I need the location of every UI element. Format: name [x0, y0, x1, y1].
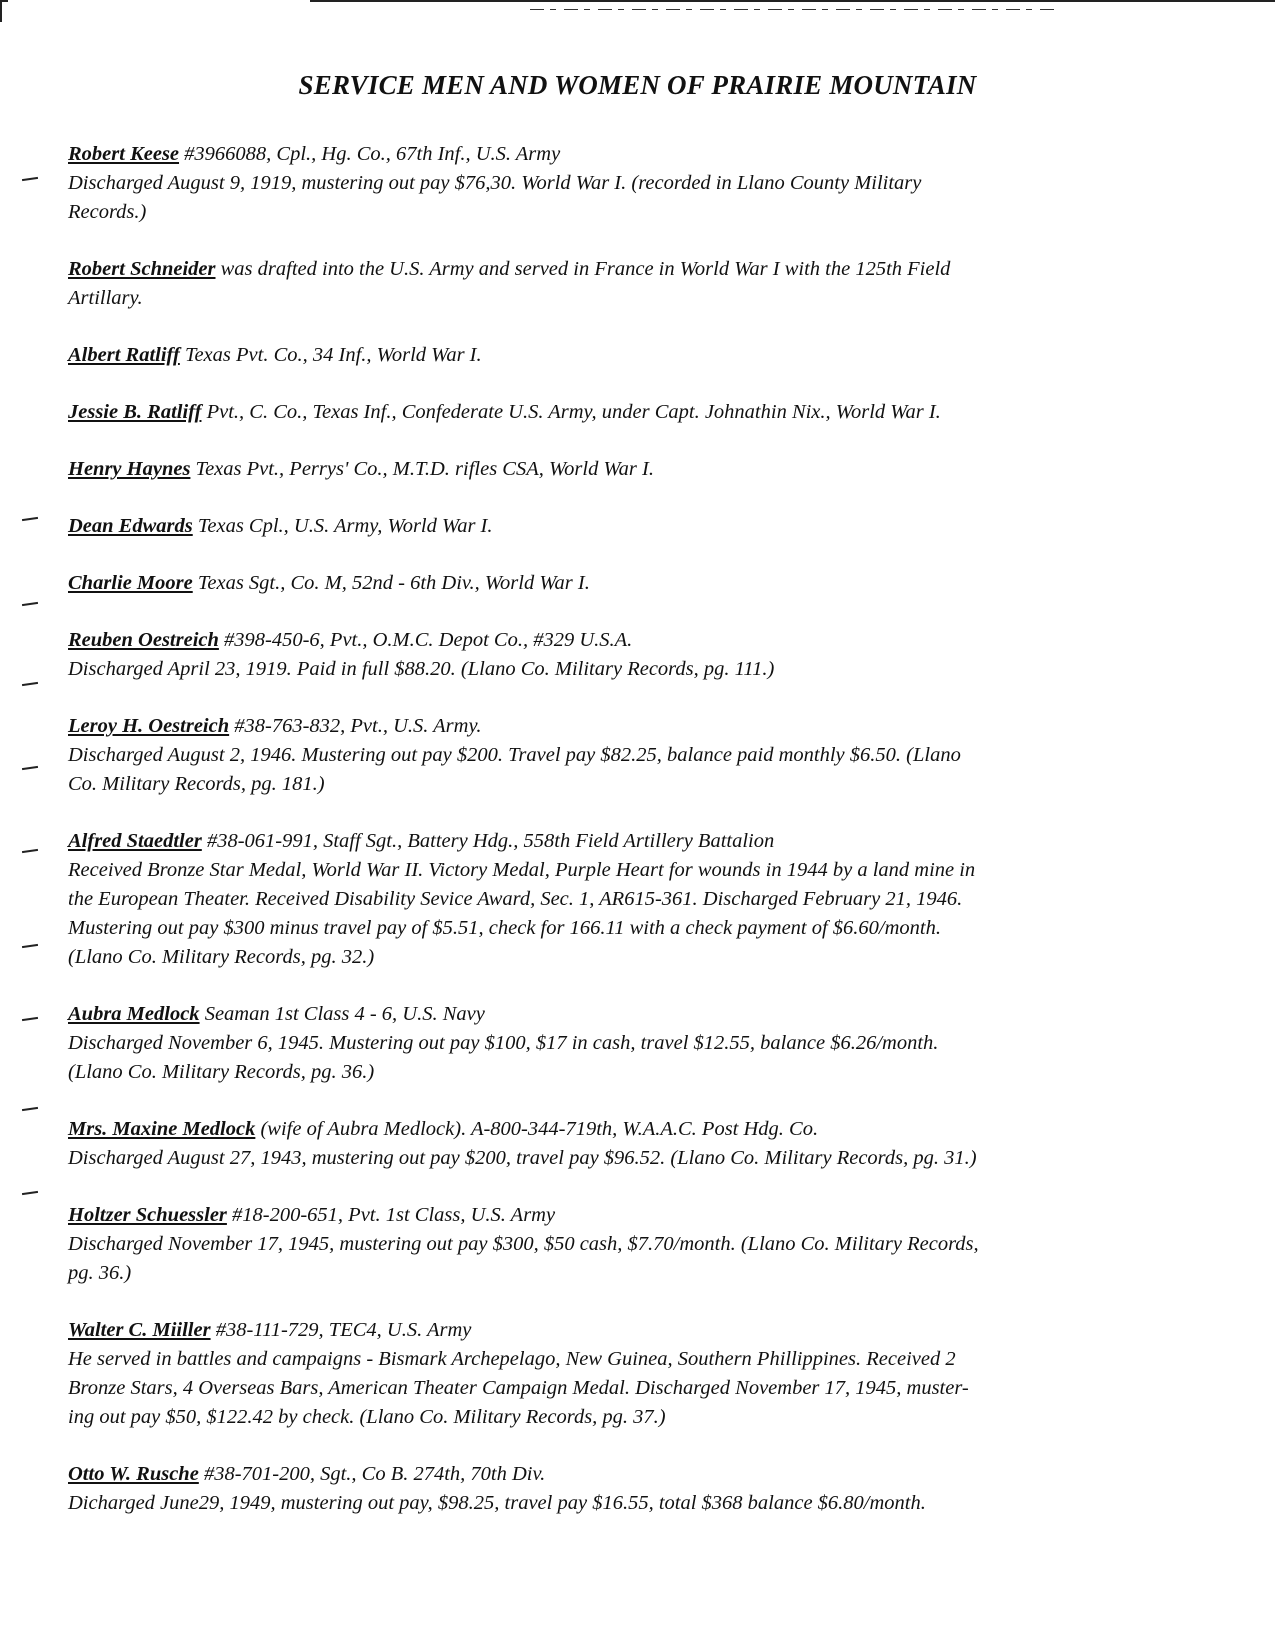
service-record-entry [68, 341, 1198, 370]
service-detail-line: the European Theater. Received Disability Sevice Award, Sec. 1, AR615-361. Discharged February 21, 1946. [68, 888, 963, 910]
service-records-list [68, 140, 1198, 1546]
service-record-entry [68, 626, 1198, 684]
service-detail-line: Mustering out pay $300 minus travel pay of $5.51, check for 166.11 with a check payment of $6.60/month. [68, 917, 942, 939]
service-details: was drafted into the U.S. Army and served in France in World War I with the 125th Field [220, 258, 951, 280]
service-details: Texas Sgt., Co. M, 52nd - 6th Div., World War I. [197, 572, 590, 594]
service-member-name: Charlie Moore [68, 572, 193, 594]
entry-heading-line [68, 827, 1198, 856]
service-member-name: Walter C. Miiller [68, 1319, 211, 1341]
margin-bracket-mark [0, 0, 8, 22]
service-details: #38-111-729, TEC4, U.S. Army [215, 1319, 472, 1341]
entry-heading-line [68, 398, 1198, 427]
service-details: Seaman 1st Class 4 - 6, U.S. Navy [204, 1003, 485, 1025]
service-record-entry [68, 455, 1198, 484]
service-details: #38-061-991, Staff Sgt., Battery Hdg., 558th Field Artillery Battalion [206, 830, 775, 852]
service-detail-line: Records.) [68, 201, 147, 223]
margin-tick-mark [22, 177, 38, 181]
service-detail-line: Received Bronze Star Medal, World War II. Victory Medal, Purple Heart for wounds in 1944 by a land mine in [68, 859, 976, 881]
service-detail-line: Discharged November 17, 1945, mustering out pay $300, $50 cash, $7.70/month. (Llano Co. Military Records, [68, 1233, 979, 1255]
page-title: SERVICE MEN AND WOMEN OF PRAIRIE MOUNTAIN [298, 70, 977, 100]
service-details: #38-701-200, Sgt., Co B. 274th, 70th Div. [203, 1463, 546, 1485]
service-member-name: Jessie B. Ratliff [68, 401, 202, 423]
service-record-entry [68, 1460, 1198, 1518]
service-record-entry [68, 512, 1198, 541]
service-record-entry [68, 398, 1198, 427]
service-detail-line: Discharged April 23, 1919. Paid in full $88.20. (Llano Co. Military Records, pg. 111.) [68, 658, 775, 680]
service-details: Texas Pvt., Perrys' Co., M.T.D. rifles CSA, World War I. [195, 458, 654, 480]
service-record-entry [68, 1316, 1198, 1432]
service-record-entry [68, 827, 1198, 972]
service-detail-line: Dicharged June29, 1949, mustering out pay, $98.25, travel pay $16.55, total $368 balance $6.80/month. [68, 1492, 926, 1514]
entry-heading-line [68, 255, 1198, 284]
service-detail-line: (Llano Co. Military Records, pg. 36.) [68, 1061, 375, 1083]
entry-heading-line [68, 1115, 1198, 1144]
scan-dash-artifact [530, 9, 1060, 10]
service-member-name: Holtzer Schuessler [68, 1204, 227, 1226]
entry-heading-line [68, 512, 1198, 541]
margin-tick-mark [22, 849, 38, 853]
service-detail-line: Discharged November 6, 1945. Mustering out pay $100, $17 in cash, travel $12.55, balance $6.26/month. [68, 1032, 939, 1054]
entry-heading-line [68, 140, 1198, 169]
service-detail-line: Co. Military Records, pg. 181.) [68, 773, 325, 795]
service-member-name: Robert Keese [68, 143, 180, 165]
margin-tick-mark [22, 517, 38, 521]
service-member-name: Mrs. Maxine Medlock [68, 1118, 256, 1140]
entry-heading-line [68, 712, 1198, 741]
service-detail-line: He served in battles and campaigns - Bismark Archepelago, New Guinea, Southern Phillippines. Received 2 [68, 1348, 956, 1370]
service-member-name: Robert Schneider [68, 258, 216, 280]
entry-heading-line [68, 1000, 1198, 1029]
service-detail-line: Discharged August 9, 1919, mustering out pay $76,30. World War I. (recorded in Llano County Military [68, 172, 922, 194]
service-record-entry [68, 569, 1198, 598]
service-record-entry [68, 1000, 1198, 1087]
service-details: #18-200-651, Pvt. 1st Class, U.S. Army [232, 1204, 556, 1226]
scan-edge-line [310, 0, 1275, 2]
service-detail-line: (Llano Co. Military Records, pg. 32.) [68, 946, 375, 968]
service-detail-line: Artillary. [68, 287, 143, 309]
margin-tick-mark [22, 766, 38, 770]
service-member-name: Reuben Oestreich [68, 629, 219, 651]
service-record-entry [68, 255, 1198, 313]
service-detail-line: Discharged August 27, 1943, mustering out pay $200, travel pay $96.52. (Llano Co. Military Records, pg. 31.) [68, 1147, 977, 1169]
service-detail-line: Discharged August 2, 1946. Mustering out pay $200. Travel pay $82.25, balance paid monthly $6.50. (Llano [68, 744, 961, 766]
service-member-name: Aubra Medlock [68, 1003, 200, 1025]
margin-tick-mark [22, 944, 38, 948]
service-details: (wife of Aubra Medlock). A-800-344-719th, W.A.A.C. Post Hdg. Co. [260, 1118, 819, 1140]
entry-heading-line [68, 1201, 1198, 1230]
service-details: Texas Pvt. Co., 34 Inf., World War I. [184, 344, 482, 366]
margin-tick-mark [22, 682, 38, 686]
service-detail-line: ing out pay $50, $122.42 by check. (Llano Co. Military Records, pg. 37.) [68, 1406, 666, 1428]
entry-heading-line [68, 1460, 1198, 1489]
service-details: #3966088, Cpl., Hg. Co., 67th Inf., U.S. Army [184, 143, 561, 165]
margin-tick-mark [22, 1191, 38, 1195]
service-member-name: Leroy H. Oestreich [68, 715, 230, 737]
service-details: #398-450-6, Pvt., O.M.C. Depot Co., #329 U.S.A. [224, 629, 633, 651]
service-record-entry [68, 1201, 1198, 1288]
margin-tick-mark [22, 1017, 38, 1021]
entry-heading-line [68, 341, 1198, 370]
service-member-name: Alfred Staedtler [68, 830, 202, 852]
service-details: Texas Cpl., U.S. Army, World War I. [197, 515, 493, 537]
service-detail-line: Bronze Stars, 4 Overseas Bars, American Theater Campaign Medal. Discharged November 17, 1945, muster- [68, 1377, 969, 1399]
entry-heading-line [68, 569, 1198, 598]
service-record-entry [68, 140, 1198, 227]
service-member-name: Otto W. Rusche [68, 1463, 199, 1485]
service-member-name: Albert Ratliff [68, 344, 180, 366]
margin-tick-mark [22, 602, 38, 606]
service-member-name: Henry Haynes [68, 458, 191, 480]
entry-heading-line [68, 455, 1198, 484]
service-details: Pvt., C. Co., Texas Inf., Confederate U.S. Army, under Capt. Johnathin Nix., World War I. [206, 401, 941, 423]
service-details: #38-763-832, Pvt., U.S. Army. [234, 715, 482, 737]
service-record-entry [68, 1115, 1198, 1173]
entry-heading-line [68, 626, 1198, 655]
service-record-entry [68, 712, 1198, 799]
entry-heading-line [68, 1316, 1198, 1345]
margin-tick-mark [22, 1107, 38, 1111]
service-detail-line: pg. 36.) [68, 1262, 132, 1284]
service-member-name: Dean Edwards [68, 515, 193, 537]
